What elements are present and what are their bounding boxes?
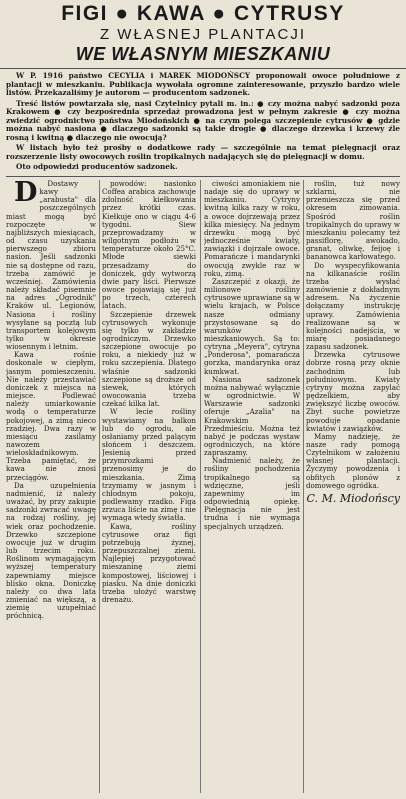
lead-paragraph: W P. 1916 państwo CECYLIA i MAREK MIODOŃSCY proponowali owoce południowe z plantacji w mieszkaniu. Publikacja wywołała ogromne zainteresowanie, przyszło bardzo wiele listów. Przekazaliśmy je autorom — producentom sadzonek. bbox=[6, 71, 400, 97]
body-paragraph: Nadmienić należy, że rośliny pochodzenia tropikalnego są wdzięczne, jeśli zapewnimy im odpowiednią opiekę. Pielęgnacja nie jest trudna i nie wymaga specjalnych urządzeń. bbox=[204, 456, 300, 531]
body-paragraph bbox=[6, 180, 96, 351]
lead-paragraph: Oto odpowiedzi producentów sadzonek. bbox=[16, 162, 178, 171]
text-column-1 bbox=[6, 180, 96, 793]
lead-paragraph: Treść listów powtarzała się, nasi Czytelnicy pytali m. in.: ● czy można nabyć sadzonki poza Krakowem ● czy bezpośrednia sprzedaż prowadzona jest w pełnym zakresie ● czy można zwiedzić ogrodnictwo państwa Miodońskich ● na czym polega szczepienie cytrusów ● gdzie można nabyć nasiona ● dlaczego sadzonki są takie drogie ● dlaczego drzewka i krzewy źle rosną i kwitną ● dlaczego nie owocują? bbox=[6, 98, 400, 142]
article-header bbox=[0, 0, 406, 69]
text-column-2 bbox=[102, 180, 196, 793]
lead-paragraph: W listach było też prośby o dodatkowe rady — szczególnie na temat pielęgnacji oraz rozszerzenie listy owocowych roślin tropikalnych nadających się do pielęgnacji w domu. bbox=[6, 143, 400, 161]
body-paragraph: Kawa, rośliny cytrusowe oraz figi potrzebują żyznej, przepuszczalnej ziemi. Najlepiej przygotować mieszaninę ziemi kompostowej, liściowej i piasku. Na dnie doniczki trzeba ułożyć warstwę drenażu. bbox=[102, 521, 196, 604]
author-signature: C. M. Miodońscy bbox=[306, 491, 400, 505]
body-paragraph: W lecie rośliny wystawiamy na balkon lub do ogrodu, ale osłaniamy przed palącym słońcem i deszczem. Jesienią przed przymrozkami przenosimy je do mieszkania. Zimą trzymamy w jasnym i chłodnym pokoju, podlewamy rzadko. Figa zrzuca liście na zimę i nie wymaga wtedy światła. bbox=[102, 407, 196, 523]
body-paragraph: ciwości amoniakiem nie nadaje się do uprawy w mieszkaniu. Cytryny kwitną kilka razy w roku, a owoce dojrzewają przez kilka miesięcy. Na jednym drzewku mogą być jednocześnie kwiaty, zawiązki i dojrzałe owoce. Pomarańcze i mandarynki owocują zwykle raz w roku, zimą. bbox=[204, 180, 300, 278]
article-lead bbox=[6, 72, 400, 174]
body-paragraph: Zaszczepić z okazji, że milionowe rośliny cytrusowe uprawiane są w wielu krajach, w Polsce nasze odmiany przystosowane są do warunków mieszkaniowych. Są to: cytryna „Meyera", cytryna „Ponderosa", pomarańcza gorzka, mandarynka oraz kumkwat. bbox=[204, 276, 300, 376]
column-rule bbox=[99, 180, 100, 793]
body-paragraph: Kawa rośnie doskonale w ciepłym, jasnym pomieszczeniu. Nie należy przestawiać doniczek z miejsca na miejsce. Podlewać należy umiarkowanie wodą o temperaturze pokojowej, a zimą nieco rzadziej. Dwa razy w miesiącu zasilamy nawozem wieloskładnikowym. Trzeba pamiętać, że kawa nie znosi przeciągów. bbox=[6, 350, 96, 482]
text-column-3 bbox=[204, 180, 300, 793]
body-paragraph-text: Dostawy kawy „arabusta" dla poszczególnych miast mogą być rozpoczęte w najbliższych miesiącach, od czasu uzyskania pierwszego zbioru nasion. Jeśli sadzonki nie są dostępne od razu, trzeba zamówić je wcześniej. Zamówienia należy składać pisemnie na adres „Ogrodnik" Kraków ul. Legionów, Nasiona i rośliny wysyłane są pocztą lub transportem kolejowym tylko w okresie wiosennym i letnim. bbox=[6, 180, 96, 352]
column-rule bbox=[200, 180, 201, 793]
headline-line-3: WE WŁASNYM MIESZKANIU bbox=[75, 44, 331, 64]
body-paragraph: roślin, tuż nowy szklarni, nie przemieszcza się przed okresem zimowania. Spośród roślin tropikalnych do uprawy w mieszkaniu polecamy też passiflorę, awokado, granat, oliwkę, feijoę i bananowca karłowatego. bbox=[306, 180, 400, 262]
drop-cap: D bbox=[14, 180, 38, 208]
body-paragraph: Da uzupełnienia nadmienić, iż należy uważać, by przy zakupie sadzonki zwracać uwagę na rodzaj rośliny, jej wiek oraz pochodzenie. Drzewko szczepione owocuje już w drugim lub trzecim roku. Roślinom wymagającym wyższej temperatury zapewniamy miejsce blisko okna. Doniczkę należy co dwa lata zmieniać na większą, a ziemię uzupełniać próchnicą. bbox=[6, 480, 96, 621]
headline: FIGI ● KAWA ● CYTRUSY bbox=[61, 2, 345, 25]
headline-line-2: Z WŁASNEJ PLANTACJI bbox=[99, 26, 307, 43]
text-column-4 bbox=[306, 180, 400, 793]
body-paragraph: Drzewka cytrusowe dobrze rosną przy oknie zachodnim lub południowym. Kwiaty cytryny można zapylać pędzelkiem, aby zwiększyć liczbę owoców. Zbyt suche powietrze powoduje opadanie kwiatów i zawiązków. bbox=[306, 350, 400, 433]
body-paragraph: Mamy nadzieję, że nasze rady pomogą Czytelnikom w założeniu własnej plantacji. Życzymy powodzenia i obfitych plonów z domowego ogródka. bbox=[306, 431, 400, 490]
body-paragraph: Nasiona sadzonek można nabywać wyłącznie w ogrodnictwie. W Warszawie sadzonki oferuje „Azalia" na Krakowskim Przedmieściu. Można też nabyć je podczas wystaw ogrodniczych, na które zapraszamy. bbox=[204, 374, 300, 458]
section-divider bbox=[6, 176, 400, 177]
body-paragraph: powodów: nasionko Coffea arabica zachowuje zdolność kiełkowania przez krótki czas. Kiełkuje ono w ciągu 4-6 tygodni. Siew przeprowadzamy w wilgotnym podłożu w temperaturze około 25°C. Młode siewki przesadzamy do doniczek, gdy wytworzą dwie pary liści. Pierwsze owoce pojawiają się już po trzech, czterech latach. bbox=[102, 180, 196, 311]
body-paragraph: Do wyspecyfikowania na kilkanaście roślin trzeba wysłać zamówienie z dokładnym adresem. Na życzenie dołączamy instrukcję uprawy. Zamówienia realizowane są w kolejności nadejścia, w miarę posiadanego zapasu sadzonek. bbox=[306, 260, 400, 352]
body-paragraph: Szczepienie drzewek cytrusowych wykonuje się tylko w zakładzie ogrodniczym. Drzewko szczepione owocuje po roku, a niekiedy już w roku szczepienia. Dlatego właśnie sadzonki szczepione są droższe od siewek, których owocowania trzeba czekać kilka lat. bbox=[102, 309, 196, 409]
column-rule bbox=[303, 180, 304, 793]
